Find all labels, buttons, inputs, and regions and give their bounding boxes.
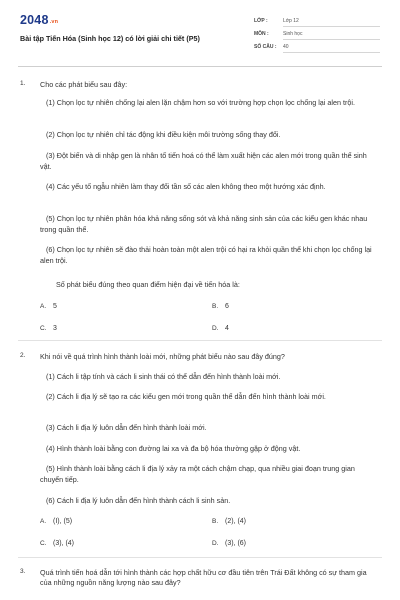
question-divider	[18, 557, 382, 558]
option-letter: D.	[212, 540, 219, 547]
option-letter: D.	[212, 325, 219, 332]
header-divider	[18, 66, 382, 67]
statement: (4) Hình thành loài bằng con đường lai xa và đa bộ hóa thường gặp ở động vật.	[46, 444, 301, 453]
option-c[interactable]	[40, 325, 57, 332]
question-text: Khi nói về quá trình hình thành loài mới, những phát biểu nào sau đây đúng?	[40, 352, 285, 361]
question-divider	[18, 340, 382, 341]
statement: (5) Chọn lọc tự nhiên phân hóa khả năng sống sót và khả năng sinh sản của các kiểu gen khác nhau trong quần thể.	[40, 214, 368, 234]
option-text: (3), (6)	[225, 540, 246, 547]
document-title: Bài tập Tiến Hóa (Sinh học 12) có lời giải chi tiết (P5)	[20, 34, 200, 43]
question-number: 2.	[20, 352, 26, 359]
statement: (2) Chọn lọc tự nhiên chỉ tác động khi điều kiện môi trường sống thay đổi.	[46, 130, 281, 139]
option-text: 3	[53, 325, 57, 332]
meta-count	[254, 41, 380, 54]
meta-class-value: Lớp 12	[283, 15, 380, 27]
question-number: 1.	[20, 80, 26, 87]
meta-class-label: LỚP :	[254, 18, 268, 24]
meta-subject	[254, 28, 380, 41]
logo-suffix: .vn	[49, 19, 59, 25]
option-letter: B.	[212, 518, 219, 525]
option-letter: C.	[40, 540, 47, 547]
option-b[interactable]	[212, 303, 229, 310]
meta-subject-value: Sinh học	[283, 28, 380, 40]
statement: (6) Cách li địa lý luôn dẫn đến hình thành cách li sinh sản.	[46, 496, 231, 505]
document-header	[0, 0, 400, 64]
option-letter: A.	[40, 303, 47, 310]
statement: (1) Cách li tập tính và cách li sinh thái có thể dẫn đến hình thành loài mới.	[46, 372, 281, 381]
option-c[interactable]	[40, 540, 74, 547]
statement: (3) Cách li địa lý luôn dẫn đến hình thành loài mới.	[46, 423, 207, 432]
option-d[interactable]	[212, 325, 229, 332]
option-text: 5	[53, 303, 57, 310]
question-text: Cho các phát biểu sau đây:	[40, 80, 128, 89]
option-text: 4	[225, 325, 229, 332]
option-letter: C.	[40, 325, 47, 332]
logo-text: 2048	[20, 13, 49, 27]
option-text: (I), (5)	[53, 518, 73, 525]
option-letter: A.	[40, 518, 47, 525]
option-letter: B.	[212, 303, 219, 310]
statement: (1) Chọn lọc tự nhiên chống lại alen lặn chậm hơn so với trường hợp chọn lọc chống lại alen trội.	[46, 98, 355, 107]
statement: (2) Cách li địa lý sẽ tạo ra các kiểu gen mới trong quần thể dẫn đến hình thành loài mới.	[46, 392, 326, 401]
statement: (3) Đột biến và di nhập gen là nhân tố tiến hoá có thể làm xuất hiện các alen mới trong quần thể sinh vật.	[40, 151, 367, 171]
option-text: (3), (4)	[53, 540, 74, 547]
question-prompt: Số phát biểu đúng theo quan điểm hiện đại về tiến hóa là:	[56, 280, 240, 289]
site-logo[interactable]	[20, 13, 58, 27]
option-d[interactable]	[212, 540, 246, 547]
option-text: (2), (4)	[225, 518, 246, 525]
question-number: 3.	[20, 568, 26, 575]
statement: (5) Hình thành loài bằng cách li địa lý xảy ra một cách chậm chạp, qua nhiều giai đoạn trung gian chuyển tiếp.	[40, 464, 355, 484]
option-b[interactable]	[212, 518, 246, 525]
statement: (4) Các yếu tố ngẫu nhiên làm thay đổi tần số các alen không theo một hướng xác định.	[46, 182, 326, 191]
option-a[interactable]	[40, 518, 72, 525]
question-text: Quá trình tiến hoá dẫn tới hình thành các hợp chất hữu cơ đầu tiên trên Trái Đất không có sự tham gia của những nguồn năng lượng nào sau đây?	[40, 568, 367, 587]
meta-count-label: SỐ CÂU :	[254, 44, 277, 50]
meta-class	[254, 15, 380, 28]
option-text: 6	[225, 303, 229, 310]
meta-subject-label: MÔN :	[254, 31, 269, 37]
option-a[interactable]	[40, 303, 57, 310]
meta-count-value: 40	[283, 41, 380, 53]
statement: (6) Chọn lọc tự nhiên sẽ đào thải hoàn toàn một alen trội có hại ra khỏi quần thể khi chọn lọc chống lại alen trội.	[40, 245, 372, 265]
